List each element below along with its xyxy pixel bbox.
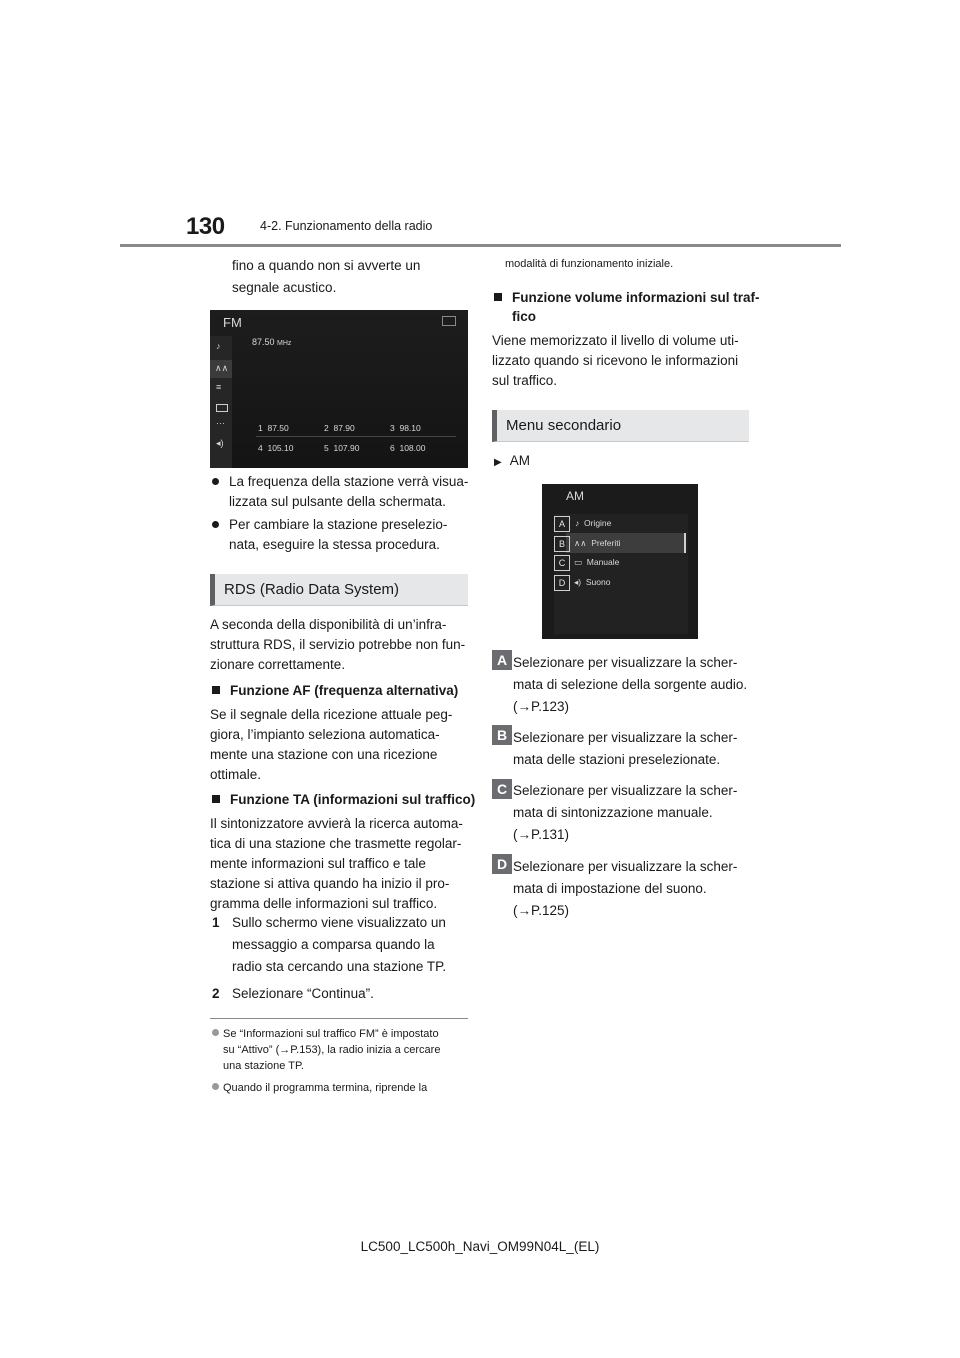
callout-b: B <box>554 536 570 552</box>
step-text: messaggio a comparsa quando la <box>232 937 435 952</box>
source-icon[interactable]: ♪ <box>216 341 221 351</box>
menu-item-suono[interactable]: ◂) Suono <box>574 577 611 587</box>
ta-heading: Funzione TA (informazioni sul traffico) <box>212 790 475 810</box>
paragraph-line: tica di una stazione che trasmette regolar- <box>210 836 462 851</box>
note-line: Quando il programma termina, riprende la <box>212 1081 427 1096</box>
desc-line: Selezionare per visualizzare la scher- <box>513 730 738 745</box>
step-text: Selezionare “Continua”. <box>232 986 374 1001</box>
frequency-value: 87.50 <box>252 337 275 347</box>
bullet-icon <box>212 521 219 528</box>
desc-line: mata di selezione della sorgente audio. <box>513 677 748 692</box>
label-a: A <box>492 650 512 670</box>
paragraph-line: lizzato quando si ricevono le informazioni <box>492 353 739 368</box>
callout-d: D <box>554 575 570 591</box>
volume-heading: Funzione volume informazioni sul traf- <box>494 288 760 308</box>
page-ref: (→P.123) <box>513 699 570 714</box>
step-number: 2 <box>212 986 220 1001</box>
desc-line: Selezionare per visualizzare la scher- <box>513 859 738 874</box>
desc-line: Selezionare per visualizzare la scher- <box>513 783 738 798</box>
section-title: 4-2. Funzionamento della radio <box>260 219 433 233</box>
callout-a: A <box>554 516 570 532</box>
step-text: radio sta cercando una stazione TP. <box>232 959 447 974</box>
list-icon[interactable]: ≡ <box>216 382 222 392</box>
scroll-indicator <box>684 533 686 553</box>
desc-line: Selezionare per visualizzare la scher- <box>513 655 738 670</box>
paragraph-line: ottimale. <box>210 767 262 782</box>
paragraph-line: A seconda della disponibilità di un’infra- <box>210 617 447 632</box>
label-d: D <box>492 854 512 874</box>
page-ref: (→P.125) <box>513 903 570 918</box>
notes-rule <box>210 1018 468 1019</box>
label-b: B <box>492 725 512 745</box>
menu-item-origine[interactable]: ♪ Origine <box>575 518 612 528</box>
paragraph-line: mente una stazione con una ricezione <box>210 747 438 762</box>
step-number: 1 <box>212 915 220 930</box>
fm-screen-image <box>210 310 468 468</box>
intro-line: segnale acustico. <box>232 280 337 295</box>
paragraph-line: giora, l’impianto seleziona automatica- <box>210 727 440 742</box>
paragraph-line: Se il segnale della ricezione attuale peg- <box>210 707 453 722</box>
sound-icon[interactable]: ◂) <box>216 438 224 448</box>
band-label: FM <box>223 315 242 330</box>
bullet-icon <box>212 478 219 485</box>
bullet-text: nata, eseguire la stessa procedura. <box>229 537 440 552</box>
band-label: AM <box>566 489 584 503</box>
paragraph-line: zionare correttamente. <box>210 657 346 672</box>
bullet-text: lizzata sul pulsante della schermata. <box>229 494 446 509</box>
note-line: una stazione TP. <box>223 1060 304 1072</box>
square-bullet-icon <box>494 293 502 301</box>
rds-heading: RDS (Radio Data System) <box>210 574 468 606</box>
footer-model: LC500_LC500h_Navi_OM99N04L_(EL) <box>360 1239 600 1254</box>
volume-heading-cont: fico <box>512 309 537 324</box>
note-line: Se “Informazioni sul traffico FM” è impostato <box>212 1027 439 1042</box>
bullet-text: Per cambiare la stazione preselezio- <box>229 517 448 532</box>
favorites-icon: ∧∧ <box>574 538 587 548</box>
paragraph-line: mente informazioni sul traffico e tale <box>210 856 426 871</box>
menu-heading: Menu secondario <box>492 410 749 442</box>
step-text: Sullo schermo viene visualizzato un <box>232 915 446 930</box>
paragraph-line: Viene memorizzato il livello di volume uti- <box>492 333 739 348</box>
preset-5[interactable]: 5 107.90 <box>324 443 360 453</box>
intro-line: fino a quando non si avverte un <box>232 258 421 273</box>
page-ref: (→P.131) <box>513 827 570 842</box>
callout-c: C <box>554 555 570 571</box>
preset-4[interactable]: 4 105.10 <box>258 443 294 453</box>
signal-icon <box>442 316 456 326</box>
af-heading: Funzione AF (frequenza alternativa) <box>212 681 458 701</box>
am-caption: ▶ AM <box>494 453 530 468</box>
note-bullet-icon <box>212 1083 219 1090</box>
favorites-icon[interactable]: ∧∧ <box>215 363 229 373</box>
sound-icon: ◂) <box>574 577 582 587</box>
paragraph-line: struttura RDS, il servizio potrebbe non fun- <box>210 637 466 652</box>
menu-panel <box>554 514 688 634</box>
desc-line: mata di sintonizzazione manuale. <box>513 805 713 820</box>
continued-text: modalità di funzionamento iniziale. <box>505 258 674 270</box>
source-icon: ♪ <box>575 518 580 528</box>
page-number: 130 <box>186 213 225 240</box>
preset-divider <box>256 436 456 437</box>
desc-line: mata di impostazione del suono. <box>513 881 707 896</box>
am-screen-image <box>542 484 698 639</box>
triangle-icon: ▶ <box>494 457 502 468</box>
preset-2[interactable]: 2 87.90 <box>324 423 355 433</box>
bullet-text: La frequenza della stazione verrà visua- <box>229 474 469 489</box>
paragraph-line: gramma delle informazioni sul traffico. <box>210 896 438 911</box>
preset-1[interactable]: 1 87.50 <box>258 423 289 433</box>
manual-icon[interactable] <box>216 404 228 412</box>
header-rule <box>120 244 841 247</box>
desc-line: mata delle stazioni preselezionate. <box>513 752 721 767</box>
paragraph-line: Il sintonizzatore avvierà la ricerca automa- <box>210 816 463 831</box>
square-bullet-icon <box>212 795 220 803</box>
menu-item-preferiti[interactable]: ∧∧ Preferiti <box>574 538 621 548</box>
frequency-unit: MHz <box>277 340 292 347</box>
preset-6[interactable]: 6 108.00 <box>390 443 426 453</box>
more-icon[interactable]: ··· <box>216 418 225 428</box>
square-bullet-icon <box>212 686 220 694</box>
note-line: su “Attivo” (→P.153), la radio inizia a cercare <box>223 1044 441 1056</box>
menu-item-manuale[interactable]: ▭ Manuale <box>574 557 620 567</box>
paragraph-line: sul traffico. <box>492 373 558 388</box>
manual-icon: ▭ <box>574 557 583 567</box>
note-bullet-icon <box>212 1029 219 1036</box>
label-c: C <box>492 779 512 799</box>
preset-3[interactable]: 3 98.10 <box>390 423 421 433</box>
paragraph-line: stazione si attiva quando ha inizio il pro- <box>210 876 450 891</box>
